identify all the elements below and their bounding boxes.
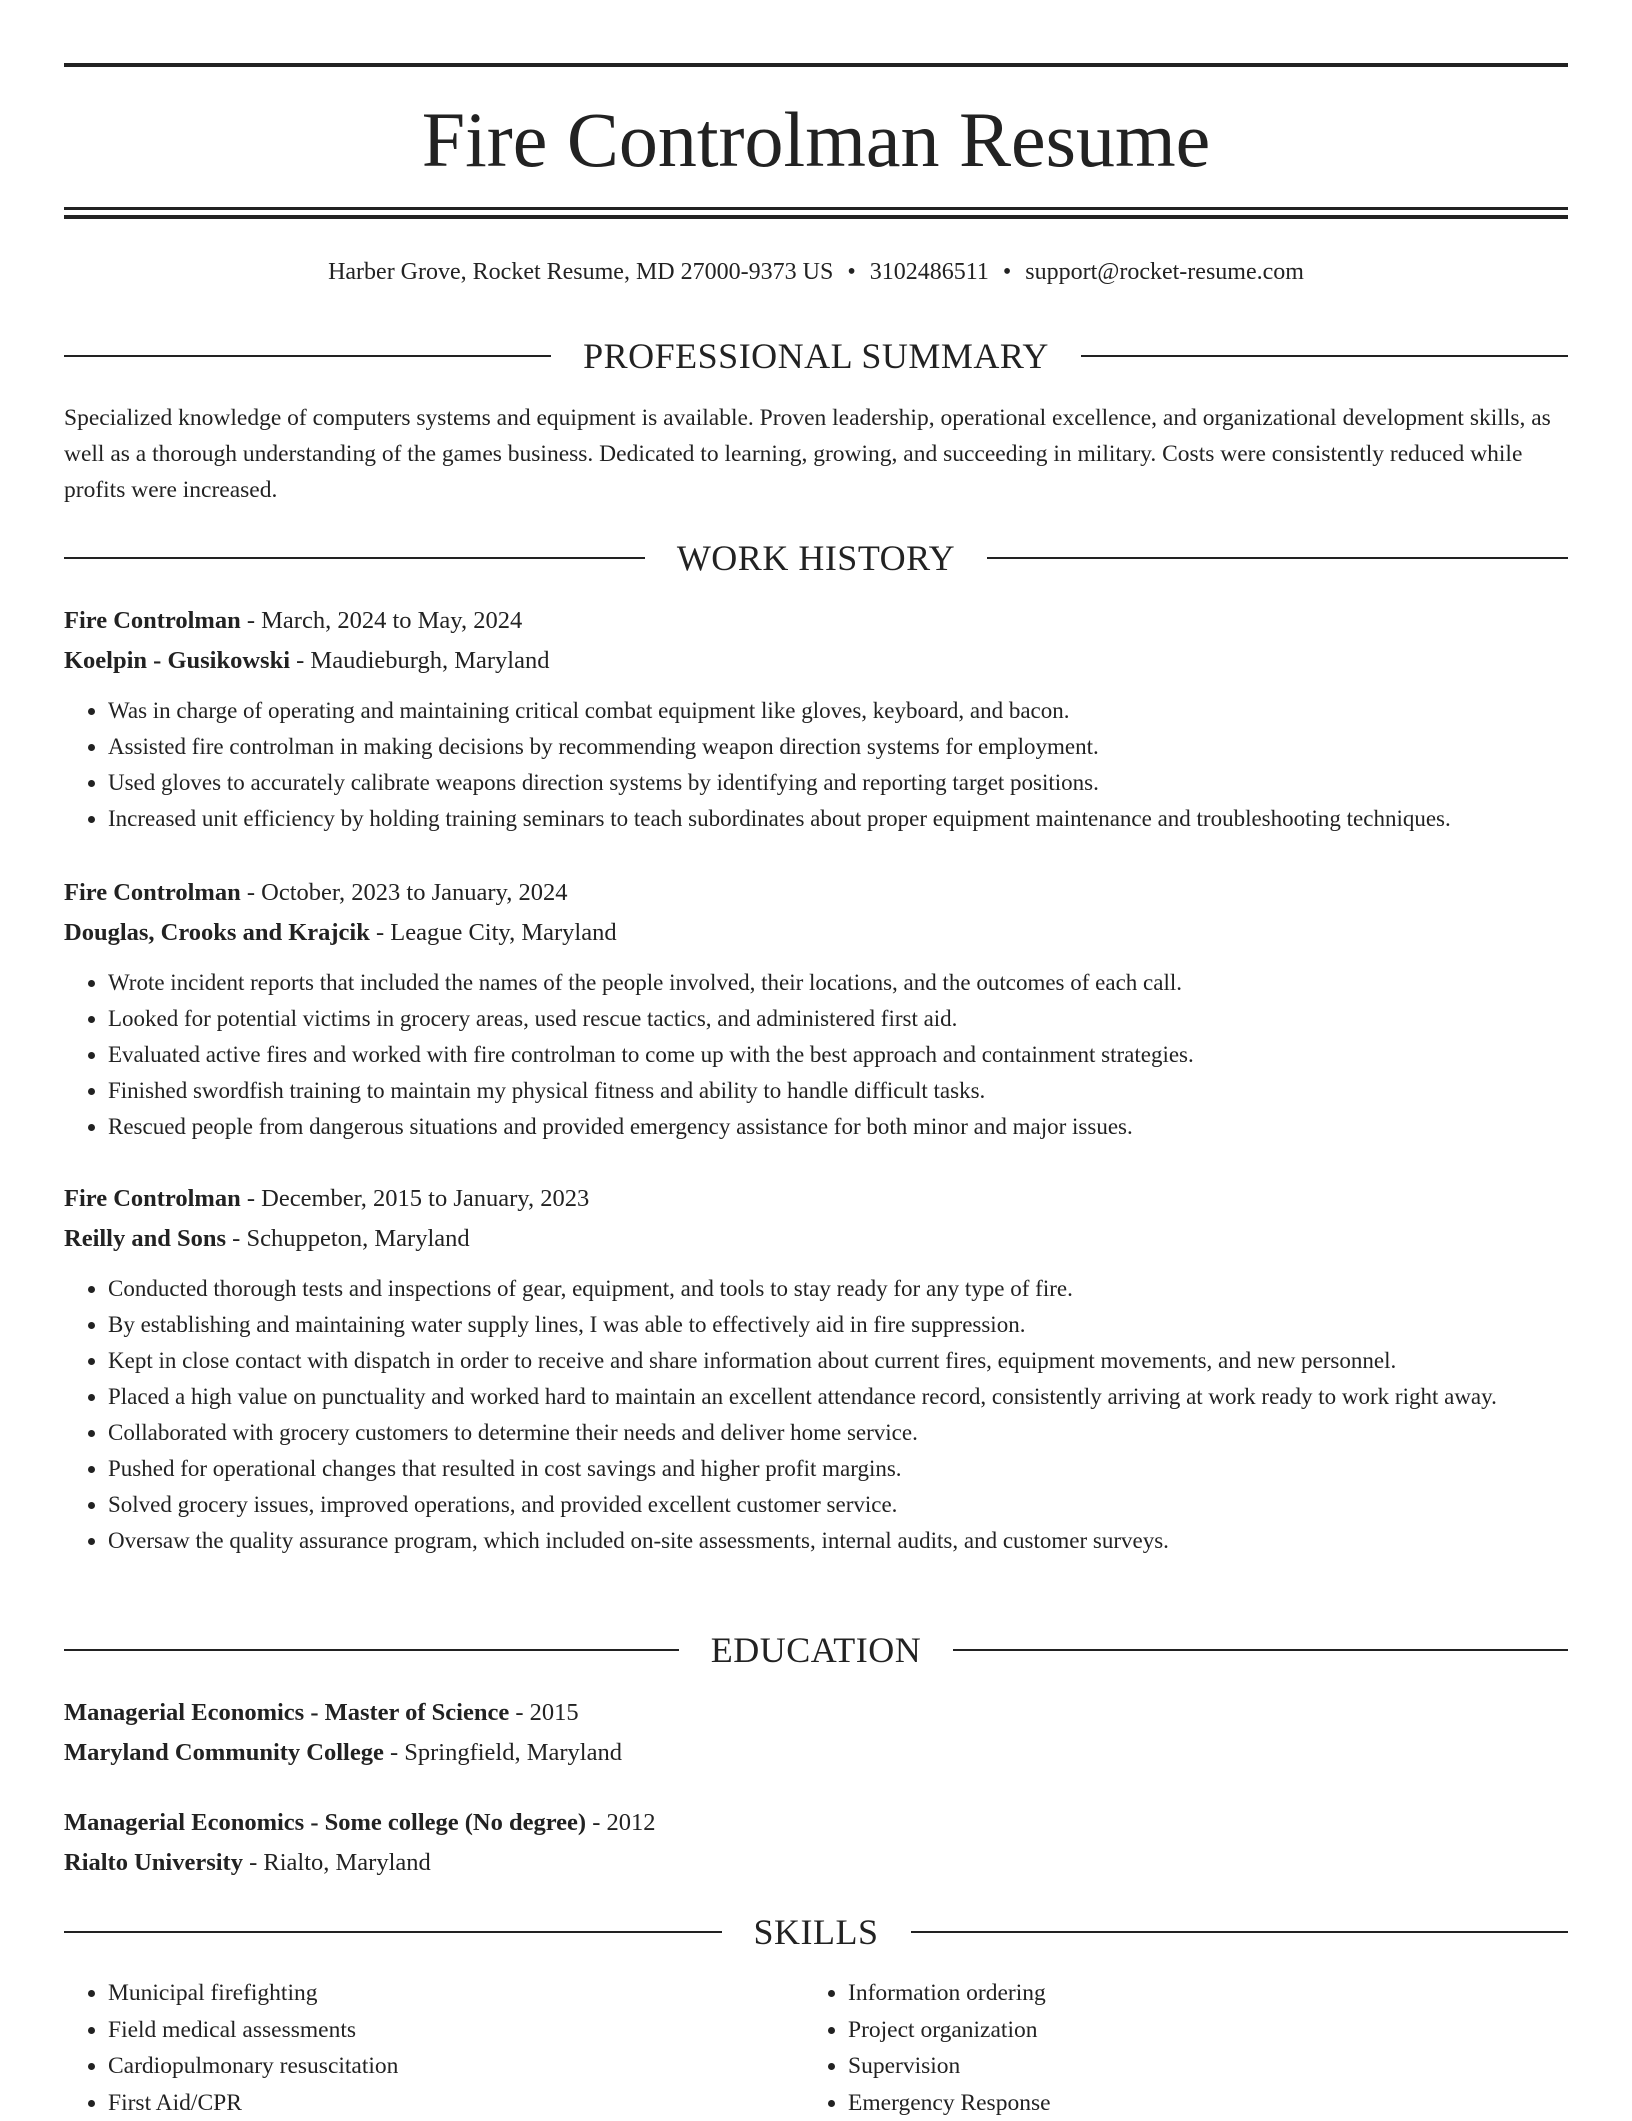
job-title: Fire Controlman [64,607,241,634]
job-bullet: • Increased unit efficiency by holding training seminars to teach subordinates about proper equipment maintenance and troubleshooting techniques. [108,801,1568,837]
education-school: Maryland Community College [64,1739,384,1766]
section-rule [987,557,1568,559]
job-bullets [64,1271,1568,1559]
section-rule [64,1649,679,1651]
job-company: Koelpin - Gusikowski [64,647,290,674]
job-bullet: • Used gloves to accurately calibrate weapons direction systems by identifying and reporting target positions. [108,765,1568,801]
job-bullets [64,693,1568,837]
education-degree: Managerial Economics - Some college (No degree) [64,1809,586,1836]
summary-text: Specialized knowledge of computers systems and equipment is available. Proven leadership, operational excellence, and organizational development skills, as well as a thorough understanding of the games business. Dedicated to learning, growing, and succeeding in military. Costs were consistently reduced while profits were increased. [64,400,1568,508]
job-bullet: • Collaborated with grocery customers to determine their needs and deliver home service. [108,1415,1568,1451]
job-bullet: • Oversaw the quality assurance program, which included on-site assessments, internal audits, and customer surveys. [108,1523,1568,1559]
job-entry [64,601,1568,837]
section-title: SKILLS [722,1910,911,1954]
skills-columns [64,1975,1568,2121]
job-bullet: • Solved grocery issues, improved operations, and provided excellent customer service. [108,1487,1568,1523]
job-title: Fire Controlman [64,1185,241,1212]
job-bullet: • Kept in close contact with dispatch in order to receive and share information about current fires, equipment movements, and new personnel. [108,1343,1568,1379]
education-entry [64,1693,1568,1773]
skills-list-left [64,1975,762,2121]
skill-item: • Field medical assessments [108,2012,762,2049]
education-school: Rialto University [64,1849,243,1876]
section-rule [953,1649,1568,1651]
skill-item: • Cardiopulmonary resuscitation [108,2048,762,2085]
contact-address: Harber Grove, Rocket Resume, MD 27000-9373 US [328,259,833,285]
job-bullet: • Wrote incident reports that included the names of the people involved, their locations, and the outcomes of each call. [108,965,1568,1001]
job-bullet: • Placed a high value on punctuality and worked hard to maintain an excellent attendance record, consistently arriving at work ready to work right away. [108,1379,1568,1415]
section-rule [64,355,551,357]
education-entry [64,1803,1568,1883]
title-rule-lower [64,215,1568,219]
contact-separator: • [1003,255,1011,289]
job-bullet: • Finished swordfish training to maintain my physical fitness and ability to handle difficult tasks. [108,1073,1568,1109]
job-dates: - March, 2024 to May, 2024 [241,607,522,634]
section-title: WORK HISTORY [645,536,987,580]
contact-separator: • [847,255,855,289]
job-bullet: • Evaluated active fires and worked with fire controlman to come up with the best approach and containment strategies. [108,1037,1568,1073]
job-location: - League City, Maryland [370,919,617,946]
section-title: PROFESSIONAL SUMMARY [551,334,1081,378]
contact-line [64,255,1568,289]
skill-item: • Supervision [848,2048,1568,2085]
job-location: - Schuppeton, Maryland [226,1225,470,1252]
job-bullet: • Assisted fire controlman in making decisions by recommending weapon direction systems for employment. [108,729,1568,765]
skill-item: • Municipal firefighting [108,1975,762,2012]
job-bullet: • Pushed for operational changes that resulted in cost savings and higher profit margins. [108,1451,1568,1487]
title-rule-upper [64,207,1568,210]
section-rule [64,557,645,559]
section-rule [911,1931,1569,1933]
education-year: - 2015 [509,1699,578,1726]
job-bullets [64,965,1568,1145]
section-header-work [64,536,1568,580]
section-rule [1081,355,1568,357]
section-rule [64,1931,722,1933]
job-dates: - December, 2015 to January, 2023 [241,1185,590,1212]
resume-title: Fire Controlman Resume [64,90,1568,190]
contact-email: support@rocket-resume.com [1025,259,1304,285]
job-bullet: • Conducted thorough tests and inspections of gear, equipment, and tools to stay ready for any type of fire. [108,1271,1568,1307]
skill-item: • Emergency Response [848,2085,1568,2121]
job-entry [64,1179,1568,1559]
education-location: - Rialto, Maryland [243,1849,431,1876]
job-bullet: • Rescued people from dangerous situations and provided emergency assistance for both minor and major issues. [108,1109,1568,1145]
job-company: Reilly and Sons [64,1225,226,1252]
job-entry [64,873,1568,1145]
skill-item: • Information ordering [848,1975,1568,2012]
job-location: - Maudieburgh, Maryland [290,647,549,674]
job-bullet: • Looked for potential victims in grocery areas, used rescue tactics, and administered first aid. [108,1001,1568,1037]
education-location: - Springfield, Maryland [384,1739,622,1766]
skill-item: • First Aid/CPR [108,2085,762,2121]
section-header-education [64,1628,1568,1672]
contact-phone: 3102486511 [870,259,989,285]
education-degree: Managerial Economics - Master of Science [64,1699,509,1726]
skills-list-right [762,1975,1568,2121]
section-header-skills [64,1910,1568,1954]
job-company: Douglas, Crooks and Krajcik [64,919,370,946]
job-bullet: • By establishing and maintaining water supply lines, I was able to effectively aid in fire suppression. [108,1307,1568,1343]
section-title: EDUCATION [679,1628,953,1672]
skill-item: • Project organization [848,2012,1568,2049]
education-year: - 2012 [586,1809,655,1836]
section-header-summary [64,334,1568,378]
job-dates: - October, 2023 to January, 2024 [241,879,568,906]
job-bullet: • Was in charge of operating and maintaining critical combat equipment like gloves, keyboard, and bacon. [108,693,1568,729]
top-rule [64,63,1568,67]
job-title: Fire Controlman [64,879,241,906]
